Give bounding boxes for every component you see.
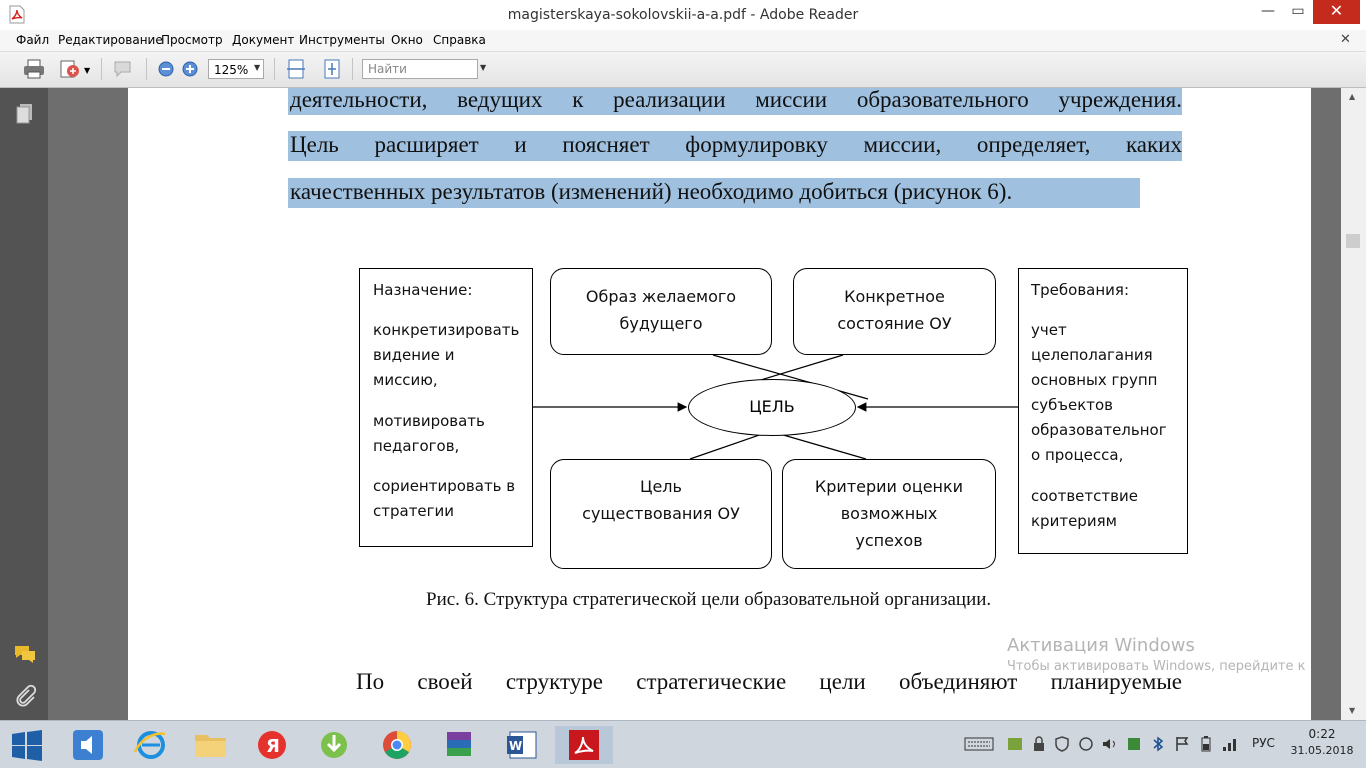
scroll-down-icon[interactable]: ▼	[1349, 706, 1356, 715]
box-text: Цель	[640, 477, 682, 496]
purpose-item: педагогов,	[373, 437, 460, 455]
word-icon[interactable]	[493, 726, 551, 764]
print-icon[interactable]	[22, 58, 46, 80]
tray-app-icon[interactable]	[1006, 735, 1024, 753]
find-dropdown-icon[interactable]: ▼	[480, 63, 487, 72]
box-text: будущего	[619, 314, 703, 333]
box-text: существования ОУ	[582, 504, 740, 523]
purpose-item: мотивировать	[373, 412, 485, 430]
zoom-out-icon[interactable]	[154, 58, 178, 80]
box-text: Критерии оценки	[814, 477, 964, 496]
comments-panel-icon[interactable]	[13, 642, 37, 666]
separator	[352, 58, 353, 80]
svg-text:Я: Я	[266, 736, 280, 757]
zoom-in-icon[interactable]	[178, 58, 202, 80]
clock-date[interactable]: 31.05.2018	[1290, 744, 1354, 757]
zoom-dropdown-icon[interactable]: ▼	[254, 63, 261, 72]
requirements-item: о процесса,	[1031, 446, 1124, 464]
winrar-icon[interactable]	[430, 726, 488, 764]
minimize-button[interactable]: —	[1261, 3, 1275, 19]
text-line: качественных результатов (изменений) необходимо добиться (рисунок 6).	[290, 179, 1013, 204]
clock-time[interactable]: 0:22	[1308, 727, 1336, 741]
circle-icon[interactable]	[1077, 735, 1095, 753]
zoom-level-field[interactable]: 125%	[208, 59, 264, 79]
find-input[interactable]: Найти	[362, 59, 478, 79]
input-language[interactable]: РУС	[1252, 736, 1275, 750]
lock-icon[interactable]	[1030, 735, 1048, 753]
document-close-button[interactable]: ✕	[1340, 32, 1351, 47]
purpose-item: конкретизировать	[373, 321, 520, 339]
comment-icon[interactable]	[112, 58, 136, 80]
box-text: Образ желаемого	[585, 287, 737, 306]
vertical-scrollbar[interactable]	[1341, 88, 1366, 720]
menu-edit[interactable]: Редактирование	[58, 33, 163, 47]
existence-purpose-box	[550, 459, 772, 569]
text-line: деятельности, ведущих к реализации миссии образовательного учреждения.	[290, 88, 1182, 112]
fit-width-icon[interactable]	[284, 58, 308, 80]
pdf-page	[128, 88, 1311, 720]
figure-caption: Рис. 6. Структура стратегической цели образовательной организации.	[426, 589, 992, 610]
battery-icon[interactable]	[1197, 735, 1215, 753]
desired-future-box	[550, 268, 772, 355]
title-bar	[0, 0, 1366, 30]
box-text: успехов	[855, 531, 923, 550]
start-button-icon[interactable]	[10, 729, 44, 761]
purpose-item: миссию,	[373, 371, 438, 389]
volume-icon[interactable]	[1101, 735, 1119, 753]
purpose-item: видение и	[373, 346, 455, 364]
separator	[101, 58, 102, 80]
requirements-item: основных групп	[1031, 371, 1158, 389]
menu-document[interactable]: Документ	[232, 33, 295, 47]
scroll-up-icon[interactable]: ▲	[1349, 92, 1356, 101]
share-dropdown-icon[interactable]: ▼	[84, 66, 91, 75]
svg-text:W: W	[509, 739, 523, 753]
menu-help[interactable]: Справка	[433, 33, 486, 47]
shield-icon[interactable]	[1053, 735, 1071, 753]
yandex-browser-icon[interactable]	[243, 726, 301, 764]
menu-view[interactable]: Просмотр	[161, 33, 223, 47]
internet-explorer-icon[interactable]	[121, 726, 179, 764]
requirements-item: критериям	[1031, 512, 1117, 530]
network-icon[interactable]	[1221, 735, 1239, 753]
navigation-pane	[0, 88, 48, 720]
text-line: Цель расширяет и поясняет формулировку миссии, определяет, каких	[290, 132, 1182, 157]
menu-window[interactable]: Окно	[391, 33, 423, 47]
specific-state-box	[793, 268, 996, 355]
document-view[interactable]	[48, 88, 1341, 720]
success-criteria-box	[782, 459, 996, 569]
requirements-item: субъектов	[1031, 396, 1114, 414]
separator	[274, 58, 275, 80]
box-text: состояние ОУ	[837, 314, 952, 333]
attachments-icon[interactable]	[13, 684, 37, 708]
requirements-item: соответствие	[1031, 487, 1138, 505]
menu-bar	[0, 30, 1366, 52]
share-icon[interactable]	[58, 58, 82, 80]
requirements-item: учет	[1031, 321, 1067, 339]
purpose-item: стратегии	[373, 502, 455, 520]
text-line: По своей структуре стратегические цели объединяют планируемые	[356, 669, 1182, 694]
purpose-title: Назначение:	[373, 281, 473, 299]
goal-label: ЦЕЛЬ	[749, 397, 795, 416]
pages-icon[interactable]	[13, 102, 37, 126]
requirements-item: образовательног	[1031, 421, 1167, 439]
scroll-thumb[interactable]	[1346, 234, 1360, 248]
bluetooth-icon[interactable]	[1149, 735, 1167, 753]
requirements-title: Требования:	[1031, 281, 1130, 299]
goal-ellipse	[688, 379, 856, 436]
adobe-reader-taskbar-icon[interactable]	[555, 726, 613, 764]
purpose-item: сориентировать в	[373, 477, 516, 495]
activation-title: Активация Windows	[1007, 635, 1195, 656]
chrome-icon[interactable]	[368, 726, 426, 764]
menu-file[interactable]: Файл	[16, 33, 50, 47]
maximize-button[interactable]: ▭	[1291, 3, 1305, 19]
download-manager-icon[interactable]	[305, 726, 363, 764]
requirements-item: целеполагания	[1031, 346, 1153, 364]
file-explorer-icon[interactable]	[181, 726, 239, 764]
antivirus-icon[interactable]	[1125, 735, 1143, 753]
toolbar	[0, 52, 1366, 88]
menu-tools[interactable]: Инструменты	[299, 33, 385, 47]
separator	[146, 58, 147, 80]
fit-page-icon[interactable]	[320, 58, 344, 80]
box-text: Конкретное	[844, 287, 945, 306]
speaker-app-icon[interactable]	[58, 726, 116, 764]
activation-text: Чтобы активировать Windows, перейдите к	[1007, 659, 1306, 674]
keyboard-icon[interactable]	[964, 735, 994, 753]
window-title: magisterskaya-sokolovskii-a-a.pdf - Adobe Reader	[507, 7, 859, 23]
close-button[interactable]: ✕	[1313, 0, 1360, 24]
flag-icon[interactable]	[1173, 735, 1191, 753]
taskbar	[0, 720, 1366, 768]
box-text: возможных	[840, 504, 938, 523]
